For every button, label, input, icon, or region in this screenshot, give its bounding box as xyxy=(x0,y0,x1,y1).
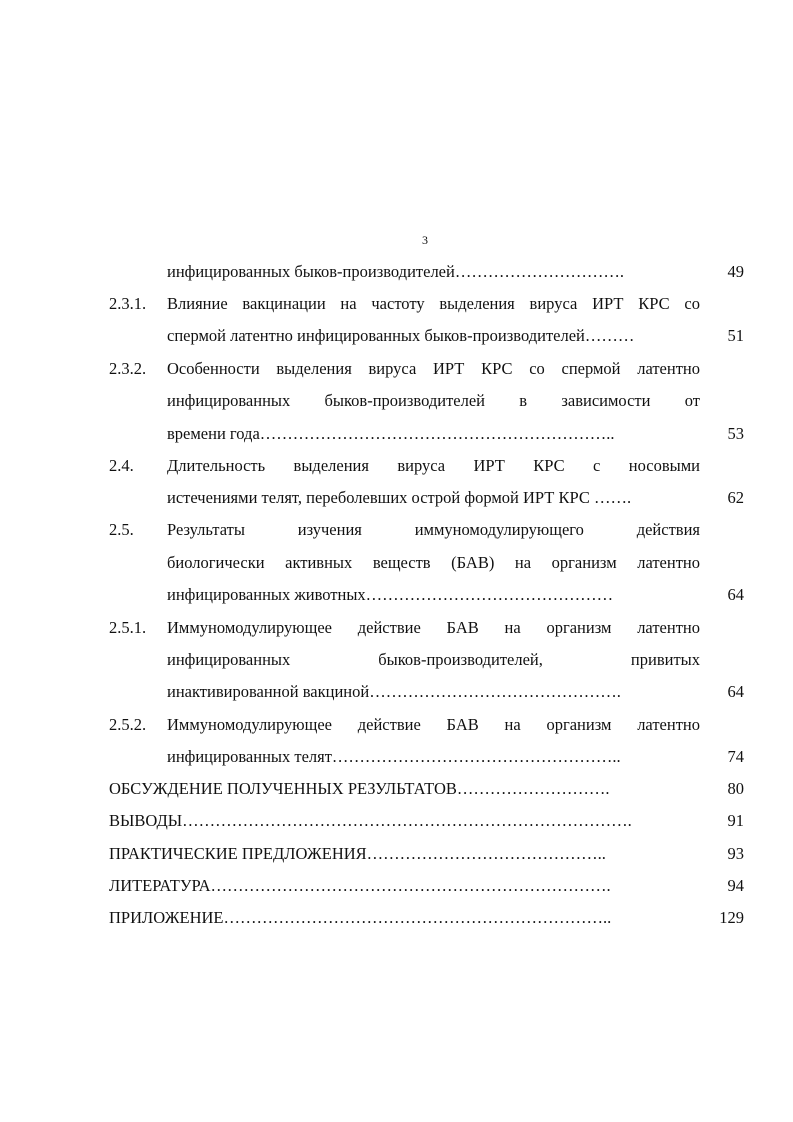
toc-entry-title: ПРАКТИЧЕСКИЕ ПРЕДЛОЖЕНИЯ…………………………………….. xyxy=(109,844,606,863)
toc-entry-practical-proposals xyxy=(0,842,793,866)
toc-entry-number: 2.3.2. xyxy=(109,359,147,378)
toc-entry-page: 74 xyxy=(727,747,744,766)
toc-entry-title: Результаты изучения иммуномодулирующего действия xyxy=(167,520,700,539)
toc-entry-page: 51 xyxy=(727,326,744,345)
toc-entry-discussion xyxy=(0,777,793,801)
toc-entry-2-4 xyxy=(0,454,793,478)
toc-entry-title-cont: спермой латентно инфицированных быков-производителей……… xyxy=(167,326,635,345)
toc-entry-title: инфицированных быков-производителей…………………………. xyxy=(167,262,624,281)
toc-entry-2-5-1 xyxy=(0,616,793,640)
toc-entry-conclusions xyxy=(0,809,793,833)
toc-entry-title: Иммуномодулирующее действие БАВ на организм латентно xyxy=(167,715,700,734)
toc-entry-2-5 xyxy=(0,518,793,542)
toc-entry-title-cont: инактивированной вакциной………………………………………. xyxy=(167,682,621,701)
toc-entry-title: Иммуномодулирующее действие БАВ на организм латентно xyxy=(167,618,700,637)
toc-entry-2-3-2-cont xyxy=(0,389,793,413)
toc-entry-2-3-2-cont2 xyxy=(0,422,793,446)
toc-entry-2-5-2-cont xyxy=(0,745,793,769)
toc-entry-page: 91 xyxy=(727,811,744,830)
toc-entry-page: 62 xyxy=(727,488,744,507)
toc-entry-2-5-cont2 xyxy=(0,583,793,607)
toc-entry-title: ЛИТЕРАТУРА………………………………………………………………. xyxy=(109,876,611,895)
toc-entry-title-cont: инфицированных быков-производителей, привитых xyxy=(167,650,700,669)
toc-entry-title-cont: инфицированных животных……………………………………… xyxy=(167,585,614,604)
toc-entry-2-5-1-cont xyxy=(0,648,793,672)
toc-entry-page: 94 xyxy=(727,876,744,895)
toc-entry-number: 2.5.2. xyxy=(109,715,147,734)
toc-entry-page: 64 xyxy=(727,682,744,701)
toc-entry-title-cont: инфицированных телят…………………………………………….. xyxy=(167,747,621,766)
toc-entry-number: 2.3.1. xyxy=(109,294,147,313)
toc-entry-2-5-cont xyxy=(0,551,793,575)
toc-entry-title: ОБСУЖДЕНИЕ ПОЛУЧЕННЫХ РЕЗУЛЬТАТОВ………………………. xyxy=(109,779,610,798)
toc-entry-2-3-1-cont xyxy=(0,324,793,348)
toc-entry-continued xyxy=(0,260,793,284)
toc-entry-number: 2.5. xyxy=(109,520,134,539)
toc-entry-title: Влияние вакцинации на частоту выделения вируса ИРТ КРС со xyxy=(167,294,700,313)
toc-entry-2-3-2 xyxy=(0,357,793,381)
toc-entry-title: Длительность выделения вируса ИРТ КРС с носовыми xyxy=(167,456,700,475)
toc-entry-2-3-1 xyxy=(0,292,793,316)
page-number: 3 xyxy=(422,233,428,247)
toc-entry-page: 80 xyxy=(727,779,744,798)
toc-entry-appendix xyxy=(0,906,793,930)
toc-entry-title: Особенности выделения вируса ИРТ КРС со спермой латентно xyxy=(167,359,700,378)
toc-entry-page: 129 xyxy=(719,908,744,927)
toc-entry-2-5-2 xyxy=(0,713,793,737)
toc-entry-page: 53 xyxy=(727,424,744,443)
toc-entry-number: 2.4. xyxy=(109,456,134,475)
toc-entry-title-cont: времени года……………………………………………………….. xyxy=(167,424,615,443)
toc-entry-title-cont: истечениями телят, переболевших острой формой ИРТ КРС ……. xyxy=(167,488,632,507)
toc-entry-title: ПРИЛОЖЕНИЕ…………………………………………………………….. xyxy=(109,908,612,927)
toc-entry-page: 49 xyxy=(727,262,744,281)
toc-entry-number: 2.5.1. xyxy=(109,618,147,637)
toc-entry-literature xyxy=(0,874,793,898)
toc-entry-title-cont: инфицированных быков-производителей в зависимости от xyxy=(167,391,700,410)
toc-entry-page: 93 xyxy=(727,844,744,863)
toc-entry-2-5-1-cont2 xyxy=(0,680,793,704)
toc-entry-page: 64 xyxy=(727,585,744,604)
toc-entry-title: ВЫВОДЫ………………………………………………………………………. xyxy=(109,811,632,830)
toc-entry-title-cont: биологически активных веществ (БАВ) на организм латентно xyxy=(167,553,700,572)
toc-entry-2-4-cont xyxy=(0,486,793,510)
